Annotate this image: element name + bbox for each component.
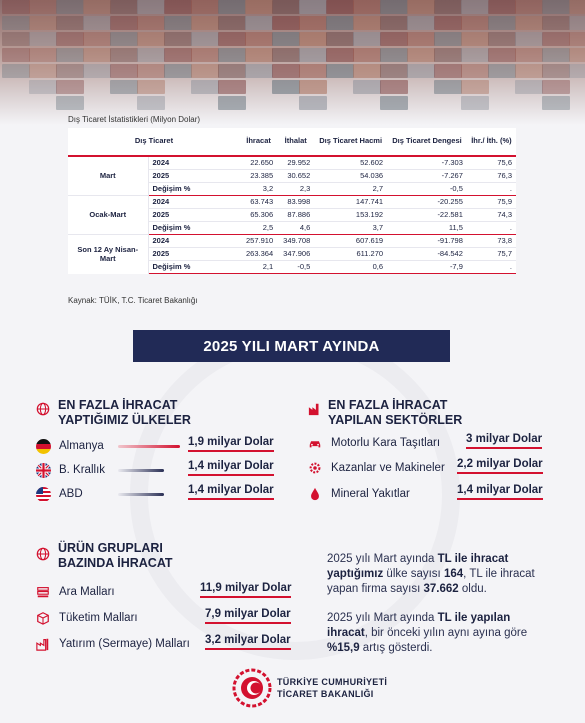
text: 2025 yılı Mart ayında [327,553,438,565]
table-cell: 263.364 [240,247,277,260]
drop-icon [308,487,322,501]
table-cell: 73,8 [467,234,516,247]
table-cell: 3,2 [240,182,277,195]
table-cell: -20.255 [387,195,467,208]
table-cell: 30.652 [277,169,314,182]
table-cell: 75,7 [467,247,516,260]
sectors-title-line1: EN FAZLA İHRACAT [328,398,448,412]
sector-value: 2,2 milyar Dolar [457,458,543,474]
paragraph-tl-exports-count [327,552,552,597]
products-title-line1: ÜRÜN GRUPLARI [58,541,163,555]
text: ülke sayısı [383,568,444,580]
container-stack [245,0,273,80]
table-cell: 607.619 [314,234,387,247]
table-cell: 63.743 [240,195,277,208]
table-cell: -7.303 [387,156,467,169]
banner-title: 2025 YILI MART AYINDA [133,330,450,362]
container-stack [569,0,585,80]
ministry-name [277,676,387,700]
container-stack [326,0,354,80]
table-cell: 83.998 [277,195,314,208]
text-bold: 37.662 [423,583,459,595]
table-cell: 76,3 [467,169,516,182]
globe-icon [36,547,50,561]
row-label: 2025 [148,208,240,221]
table-cell: -7.267 [387,169,467,182]
ministry-name-line2: TİCARET BAKANLIĞI [277,689,374,699]
container-stack [110,0,138,96]
container-stack [515,0,543,96]
table-cell: 52.602 [314,156,387,169]
gear-icon [308,461,322,475]
table-row [68,156,516,169]
container-stack [542,0,570,112]
table-row [68,234,516,247]
container-stack [56,0,84,112]
sector-name: Motorlu Kara Taşıtları [331,437,441,449]
container-stack [299,0,327,112]
table-cell: 153.192 [314,208,387,221]
container-stack [191,0,219,96]
products-title-line2: BAZINDA İHRACAT [58,556,173,570]
container-stack [407,0,435,80]
container-stack [353,0,381,96]
germany-flag-icon [36,439,51,454]
header-dis-ticaret: Dış Ticaret [68,128,240,156]
country-value: 1,4 milyar Dolar [188,460,274,476]
factory-title-icon [308,402,322,416]
row-label: 2024 [148,156,240,169]
sector-row-machinery [308,459,445,477]
country-row-uk [36,461,105,479]
header-ihracat: İhracat [240,128,277,156]
sector-name: Kazanlar ve Makineler [331,462,445,474]
products-title [58,541,173,571]
container-stack [461,0,489,112]
table-cell: 74,3 [467,208,516,221]
text: oldu. [458,583,487,595]
table-cell: 29.952 [277,156,314,169]
product-name: Yatırım (Sermaye) Malları [59,638,190,650]
layers-icon [36,585,50,599]
country-value: 1,9 milyar Dolar [188,436,274,452]
countries-title-line1: EN FAZLA İHRACAT [58,398,178,412]
text-bold: %15,9 [327,642,360,654]
table-cell: 147.741 [314,195,387,208]
text-bold: TL ile yapılan ihracat [327,612,511,639]
country-bar-uk [118,469,164,472]
container-stack [2,0,30,80]
sector-name: Mineral Yakıtlar [331,488,410,500]
group-label: Son 12 Ay Nisan-Mart [68,234,148,273]
table-cell: -0,5 [277,260,314,273]
table-cell: -0,5 [387,182,467,195]
text-bold: 164 [443,568,464,580]
table-cell: . [467,260,516,273]
product-name: Tüketim Malları [59,612,138,624]
table-cell: 257.910 [240,234,277,247]
container-stack [29,0,57,96]
table-cell: 2,5 [240,221,277,234]
container-stack [380,0,408,112]
table-cell: 347.906 [277,247,314,260]
container-stack [218,0,246,112]
country-name: Almanya [59,440,104,452]
row-label: 2025 [148,169,240,182]
globe-icon [36,402,50,416]
text: , bir önceki yılın aynı ayına göre [364,627,528,639]
country-name: B. Krallık [59,464,106,476]
row-label: Değişim % [148,260,240,273]
trade-statistics-table [68,128,516,274]
group-label: Mart [68,156,148,195]
sectors-title [328,398,462,428]
country-bar-usa [118,493,164,496]
sector-row-fuels [308,485,410,503]
country-name: ABD [59,488,83,500]
table-cell: 11,5 [387,221,467,234]
row-label: Değişim % [148,221,240,234]
table-cell: 87.886 [277,208,314,221]
countries-title-line2: YAPTIĞIMIZ ÜLKELER [58,413,191,427]
table-row [68,195,516,208]
sector-value: 1,4 milyar Dolar [457,484,543,500]
product-value: 11,9 milyar Dolar [200,582,291,598]
country-row-germany [36,437,104,455]
table-cell: -22.581 [387,208,467,221]
product-row-intermediate [36,583,115,601]
text: , TL ile ihracat yapan firma sayısı [327,568,535,595]
box-icon [36,611,50,625]
table-cell: 22.650 [240,156,277,169]
row-label: 2024 [148,195,240,208]
ministry-logo-icon [232,668,272,708]
container-stack [137,0,165,112]
container-stack [434,0,462,96]
car-icon [308,436,322,450]
table-cell: . [467,182,516,195]
sectors-title-line2: YAPILAN SEKTÖRLER [328,413,463,427]
table-cell: 54.036 [314,169,387,182]
container-stack [83,0,111,80]
table-cell: 2,3 [277,182,314,195]
header-ithalat: İthalat [277,128,314,156]
product-value: 3,2 milyar Dolar [205,634,291,650]
table-cell: 75,9 [467,195,516,208]
row-label: 2025 [148,247,240,260]
product-row-consumer [36,609,138,627]
row-label: Değişim % [148,182,240,195]
table-cell: 611.270 [314,247,387,260]
text-bold: TL ile ihracat yaptığımız [327,553,509,580]
table-cell: 2,7 [314,182,387,195]
header-oran: İhr./ İth. (%) [467,128,516,156]
table-cell: 2,1 [240,260,277,273]
table-source: Kaynak: TÜİK, T.C. Ticaret Bakanlığı [68,296,198,305]
row-label: 2024 [148,234,240,247]
factory-icon [36,637,50,651]
table-cell: 75,6 [467,156,516,169]
container-stack [164,0,192,80]
product-value: 7,9 milyar Dolar [205,608,291,624]
paragraph-tl-exports-growth [327,611,552,656]
table-cell: -91.798 [387,234,467,247]
table-cell: . [467,221,516,234]
hero-container-photo [0,0,585,125]
table-cell: 0,6 [314,260,387,273]
header-hacim: Dış Ticaret Hacmi [314,128,387,156]
country-bar-germany [118,445,180,448]
container-stack [488,0,516,80]
product-name: Ara Malları [59,586,115,598]
ministry-name-line1: TÜRKİYE CUMHURİYETİ [277,677,388,687]
text: 2025 yılı Mart ayında [327,612,438,624]
countries-title [58,398,191,428]
uk-flag-icon [36,463,51,478]
country-value: 1,4 milyar Dolar [188,484,274,500]
table-cell: 349.708 [277,234,314,247]
table-cell: 4,6 [277,221,314,234]
container-stack [272,0,300,96]
table-cell: 23.385 [240,169,277,182]
table-cell: -84.542 [387,247,467,260]
text: artış gösterdi. [359,642,433,654]
sector-row-vehicles [308,434,440,452]
sector-value: 3 milyar Dolar [466,433,542,449]
product-row-capital [36,635,190,653]
group-label: Ocak-Mart [68,195,148,234]
table-caption: Dış Ticaret İstatistikleri (Milyon Dolar) [68,115,201,124]
table-cell: 65.306 [240,208,277,221]
table-cell: -7,9 [387,260,467,273]
country-row-usa [36,485,83,503]
usa-flag-icon [36,487,51,502]
table-cell: 3,7 [314,221,387,234]
header-denge: Dış Ticaret Dengesi [387,128,467,156]
